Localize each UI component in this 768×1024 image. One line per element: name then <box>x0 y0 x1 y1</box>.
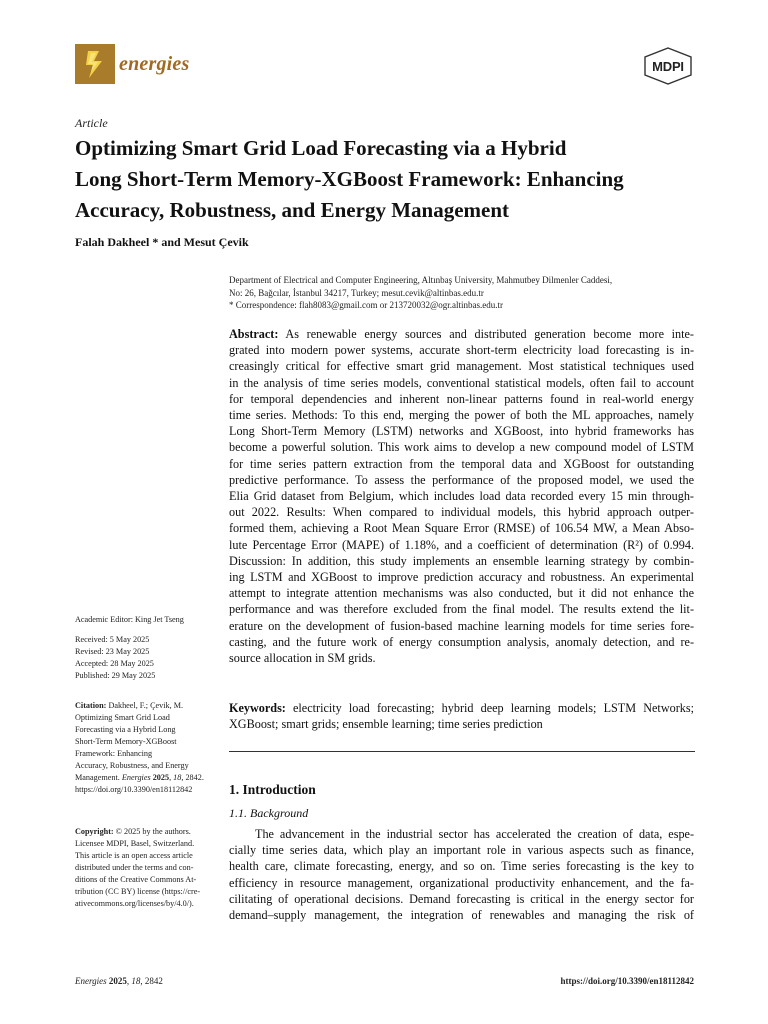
abstract-line: Long Short-Term Memory (LSTM) networks and XGBoost, into hybrid frameworks has <box>229 424 694 439</box>
publisher-name: MDPI <box>652 59 684 74</box>
title-line: Long Short-Term Memory-XGBoost Framework: Enhancing <box>75 167 624 191</box>
section-divider <box>229 751 695 752</box>
citation-sep: , <box>169 773 174 782</box>
abstract-line: erature on the development of fusion-based machine learning models for time series fore- <box>229 618 694 633</box>
publisher-logo[interactable] <box>642 46 694 86</box>
title-line: Optimizing Smart Grid Load Forecasting via a Hybrid <box>75 136 567 160</box>
citation-line: Accuracy, Robustness, and Energy <box>75 761 189 770</box>
copyright-line: Licensee MDPI, Basel, Switzerland. <box>75 839 195 848</box>
body-line: health care, climate forecasting, energy, and so on. Time series forecasting is the key to <box>229 859 694 874</box>
abstract-line: grated into modern power systems, accurate short-term electricity load forecasting is in- <box>229 343 694 358</box>
abstract-line: performance and was therefore excluded from the final model. The results extend the lit- <box>229 602 694 617</box>
journal-name: energies <box>119 52 190 75</box>
citation-line: Forecasting via a Hybrid Long <box>75 725 176 734</box>
body-line: demand–supply management, the integration of renewables and managing the risk of <box>229 908 694 923</box>
abstract-line: for time series pattern extraction from the temporal data and XGBoost for outstanding <box>229 456 694 471</box>
subsection-heading: 1.1. Background <box>229 806 309 820</box>
section-heading: 1. Introduction <box>229 782 316 797</box>
footer-doi-link[interactable]: https://doi.org/10.3390/en18112842 <box>560 976 694 986</box>
title-line: Accuracy, Robustness, and Energy Management <box>75 198 509 222</box>
paper-title <box>75 133 695 226</box>
citation-line: Framework: Enhancing <box>75 749 153 758</box>
citation-doi-link[interactable]: https://doi.org/10.3390/en18112842 <box>75 785 193 794</box>
body-line <box>229 826 694 842</box>
lightning-bolt-icon <box>75 44 115 84</box>
citation-authors: Dakheel, F.; Çevik, M. <box>108 701 184 710</box>
article-type: Article <box>75 116 108 130</box>
abstract-line: out 2022. Results: When compared to individual models, this hybrid approach outper- <box>229 505 694 520</box>
footer-sep: , <box>126 976 132 986</box>
body-line: cially time series data, which play an important role in various aspects such as finance, <box>229 843 694 858</box>
abstract-line: creasingly critical for effective smart grid management. Most statistical techniques used <box>229 359 694 374</box>
copyright-block <box>75 826 215 910</box>
abstract-line: predictive performance. To assess the performance of the proposed model, we used the <box>229 472 694 487</box>
abstract-line: attempt to integrate attention mechanisms was also conducted, but it did not enhance the <box>229 586 694 601</box>
keywords <box>229 700 694 732</box>
academic-editor: Academic Editor: King Jet Tseng <box>75 615 184 624</box>
abstract-first-line: As renewable energy sources and distributed generation become more inte- <box>285 327 694 341</box>
abstract-line: lute Percentage Error (MAPE) of 1.18%, and a coefficient of determination (R²) of 0.994. <box>229 537 694 552</box>
abstract-line <box>229 326 694 342</box>
journal-logo[interactable] <box>75 44 189 84</box>
citation-line: Short-Term Memory-XGBoost <box>75 737 177 746</box>
affiliation <box>229 274 699 312</box>
footer-journal: Energies <box>75 976 107 986</box>
abstract-line: ing LSTM and XGBoost to improve prediction accuracy and robustness. An experimental <box>229 570 694 585</box>
abstract <box>229 326 694 666</box>
affiliation-line: No: 26, Bağcılar, İstanbul 34217, Turkey; mesut.cevik@altinbas.edu.tr <box>229 287 484 298</box>
license-link[interactable]: tribution (CC BY) license (https://cre- <box>75 887 201 896</box>
keywords-first-line: electricity load forecasting; hybrid deep learning models; LSTM Networks; <box>293 701 694 715</box>
footer-citation <box>75 976 163 986</box>
correspondence-line: * Correspondence: flah8083@gmail.com or 213720032@ogr.altinbas.edu.tr <box>229 300 504 310</box>
copyright-label: Copyright: <box>75 827 114 836</box>
footer-year: 2025 <box>108 976 127 986</box>
footer-sep: , <box>140 976 145 986</box>
abstract-line: Elia Grid dataset from Belgium, which includes load data recorded every 15 min through- <box>229 489 694 504</box>
keywords-line <box>229 700 694 716</box>
abstract-line: time series. Methods: To this end, merging the power of both the ML approaches, namely <box>229 408 694 423</box>
introduction-body <box>229 826 694 923</box>
received-date: Received: 5 May 2025 <box>75 635 150 644</box>
body-line: efficiency in resource management, organizational productivity enhancement, and the fa- <box>229 875 694 890</box>
footer-article-number: 2842 <box>144 976 163 986</box>
keywords-label: Keywords: <box>229 701 286 715</box>
author-list: Falah Dakheel * and Mesut Çevik <box>75 235 249 249</box>
copyright-line: ditions of the Creative Commons At- <box>75 875 197 884</box>
citation-journal: Energies <box>121 773 151 782</box>
body-first-line: The advancement in the industrial sector has accelerated the creation of data, espe- <box>255 827 694 841</box>
citation-label: Citation: <box>75 701 107 710</box>
publication-dates <box>75 634 215 682</box>
citation-block <box>75 700 215 796</box>
affiliation-line: Department of Electrical and Computer Engineering, Altınbaş University, Mahmutbey Dilmenler Caddesi, <box>229 275 613 285</box>
copyright-line: distributed under the terms and con- <box>75 863 194 872</box>
abstract-line: for temporal dependencies and inherent non-linear patterns found in real-world energy <box>229 391 694 406</box>
footer-volume: 18 <box>131 976 141 986</box>
revised-date: Revised: 23 May 2025 <box>75 647 150 656</box>
abstract-line: formed them, achieving a Root Mean Square Error (RMSE) of 106.54 MW, a Mean Abso- <box>229 521 694 536</box>
citation-article: , 2842. <box>181 773 204 782</box>
abstract-line: Discussion: In addition, this study implements an ensemble learning strategy by combin- <box>229 553 694 568</box>
citation-journal-line <box>75 772 215 784</box>
copyright-line: This article is an open access article <box>75 851 193 860</box>
citation-volume: 18 <box>173 773 182 782</box>
abstract-line: become a powerful solution. This work aims to develop a new compound model of LSTM <box>229 440 694 455</box>
citation-text: Management. <box>75 773 122 782</box>
copyright-first: © 2025 by the authors. <box>115 827 191 836</box>
accepted-date: Accepted: 28 May 2025 <box>75 659 154 668</box>
abstract-line: casting, and the future work of energy consumption analysis, anomaly detection, and re- <box>229 634 694 649</box>
citation-line: Optimizing Smart Grid Load <box>75 713 170 722</box>
keywords-line: XGBoost; smart grids; ensemble learning; time series prediction <box>229 717 543 732</box>
citation-year: 2025 <box>150 773 170 782</box>
abstract-label: Abstract: <box>229 327 279 341</box>
license-link[interactable]: ativecommons.org/licenses/by/4.0/). <box>75 899 194 908</box>
published-date: Published: 29 May 2025 <box>75 671 156 680</box>
abstract-line: in the analysis of time series models, conventional statistical models, often fail to account <box>229 375 694 390</box>
abstract-line: source allocation in SM grids. <box>229 651 376 666</box>
body-line: cilitating of operational decisions. Demand forecasting is critical in the energy sector for <box>229 891 694 906</box>
